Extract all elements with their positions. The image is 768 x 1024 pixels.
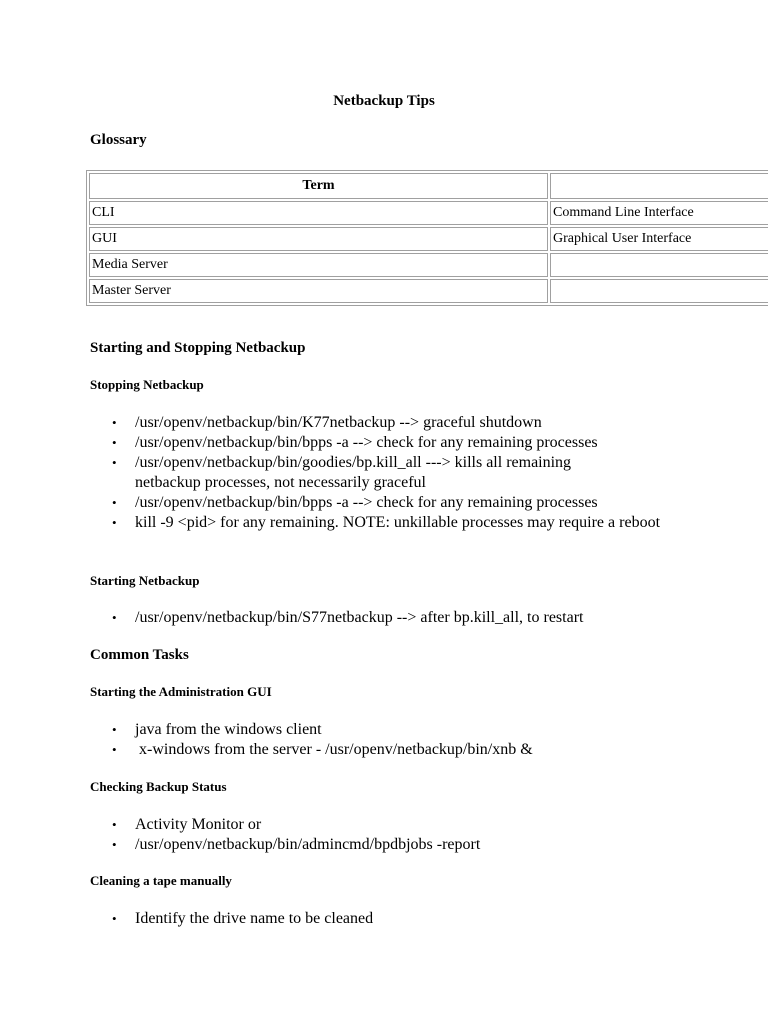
glossary-table — [86, 170, 768, 306]
list-item: • kill -9 <pid> for any remaining. NOTE: unkillable processes may require a reboot — [90, 513, 675, 533]
table-cell-definition: Command Line Interface — [550, 201, 768, 225]
backup-status-list — [90, 815, 690, 855]
list-item: • Identify the drive name to be cleaned — [90, 909, 690, 929]
list-item: • /usr/openv/netbackup/bin/admincmd/bpdbjobs -report — [90, 835, 690, 855]
section-heading-common-tasks: Common Tasks — [90, 647, 189, 663]
cleaning-list — [90, 909, 690, 929]
section-heading-start-stop: Starting and Stopping Netbackup — [90, 340, 306, 356]
table-row — [89, 201, 768, 225]
table-cell-term: Master Server — [89, 279, 548, 303]
stopping-list — [90, 413, 690, 533]
subheading-cleaning: Cleaning a tape manually — [90, 873, 232, 888]
column-header-term: Term — [89, 173, 548, 199]
table-row — [89, 227, 768, 251]
table-cell-definition — [550, 279, 768, 303]
table-cell-term: GUI — [89, 227, 548, 251]
column-header-definition — [550, 173, 768, 199]
list-item: • /usr/openv/netbackup/bin/goodies/bp.kill_all ---> kills all remaining netbackup processes, not necessarily graceful — [90, 453, 625, 493]
subheading-stopping: Stopping Netbackup — [90, 377, 204, 392]
starting-list — [90, 608, 690, 628]
table-row — [89, 279, 768, 303]
page-title: Netbackup Tips — [333, 93, 435, 109]
list-item: • /usr/openv/netbackup/bin/bpps -a --> check for any remaining processes — [90, 433, 690, 453]
subheading-admin-gui: Starting the Administration GUI — [90, 684, 272, 699]
list-item: • java from the windows client — [90, 720, 690, 740]
table-cell-definition — [550, 253, 768, 277]
table-cell-term: CLI — [89, 201, 548, 225]
admin-gui-list — [90, 720, 690, 760]
list-item: • /usr/openv/netbackup/bin/S77netbackup --> after bp.kill_all, to restart — [90, 608, 690, 628]
subheading-backup-status: Checking Backup Status — [90, 779, 227, 794]
subheading-starting: Starting Netbackup — [90, 573, 200, 588]
table-row — [89, 253, 768, 277]
table-cell-definition: Graphical User Interface — [550, 227, 768, 251]
table-header-row — [89, 173, 768, 199]
table-cell-term: Media Server — [89, 253, 548, 277]
list-item: • Activity Monitor or — [90, 815, 690, 835]
list-item: • /usr/openv/netbackup/bin/K77netbackup --> graceful shutdown — [90, 413, 690, 433]
list-item: • x-windows from the server - /usr/openv/netbackup/bin/xnb & — [90, 740, 690, 760]
glossary-heading: Glossary — [90, 132, 147, 148]
list-item: • /usr/openv/netbackup/bin/bpps -a --> check for any remaining processes — [90, 493, 690, 513]
